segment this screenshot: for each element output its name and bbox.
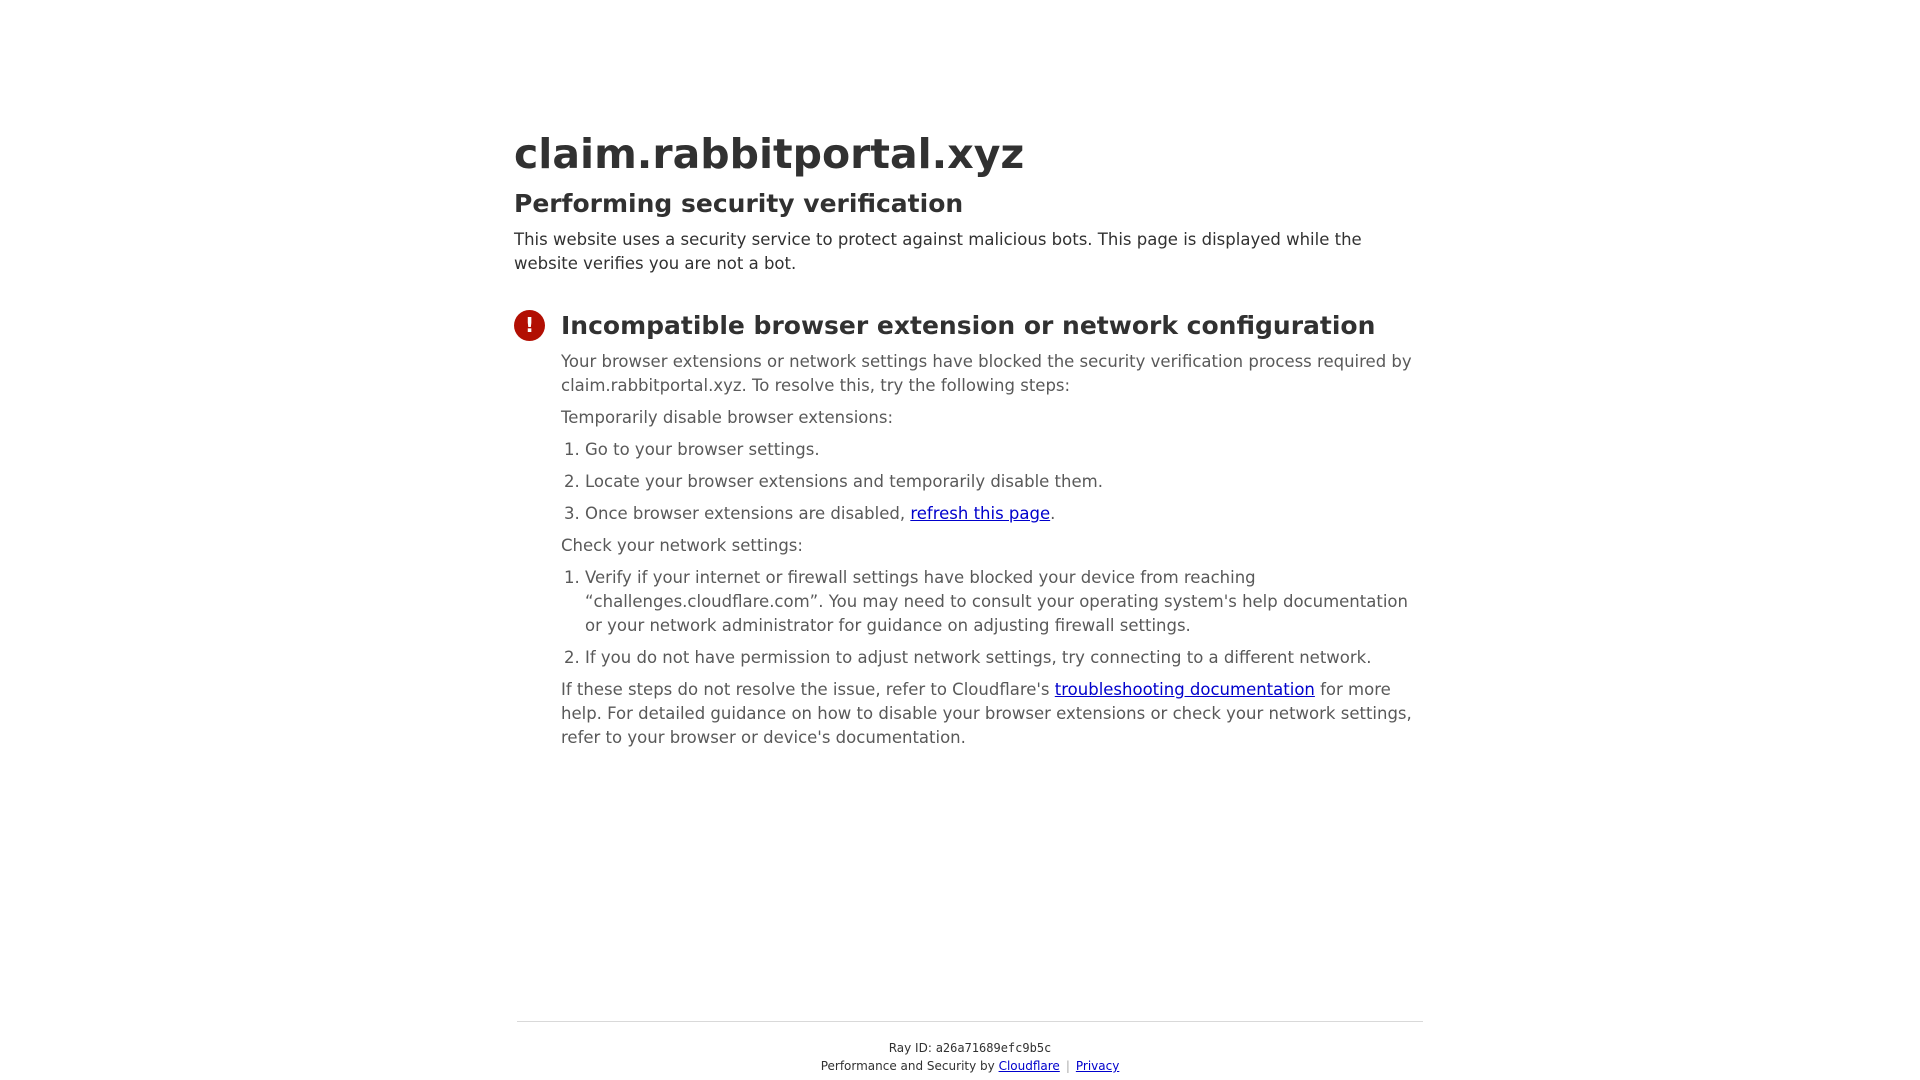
step-text: . (1050, 504, 1056, 523)
list-item (585, 502, 1420, 526)
performance-label: Performance and Security by (820, 1059, 999, 1073)
exclamation-icon: ! (514, 310, 545, 341)
error-block (514, 310, 1420, 750)
list-item: 2. Locate your browser extensions and temporarily disable them. (585, 470, 1420, 494)
error-title: Incompatible browser extension or network configuration (561, 311, 1376, 340)
extensions-heading: Temporarily disable browser extensions: (561, 408, 893, 427)
list-item: 2. If you do not have permission to adjust network settings, try connecting to a different network. (585, 646, 1420, 670)
site-title: claim.rabbitportal.xyz (514, 130, 1025, 178)
extension-steps-list (561, 438, 1420, 526)
network-heading: Check your network settings: (561, 536, 803, 555)
network-steps-list (561, 566, 1420, 670)
step-text: Once browser extensions are disabled, (585, 504, 911, 523)
list-item: 1. Go to your browser settings. (585, 438, 1420, 462)
ray-label: Ray ID: (888, 1041, 936, 1055)
intro-text: This website uses a security service to protect against malicious bots. This page is displayed while the website verifies you are not a bot. (514, 230, 1362, 273)
cloudflare-link[interactable]: Cloudflare (998, 1059, 1060, 1073)
help-prefix: If these steps do not resolve the issue, refer to Cloudflare's (561, 680, 1055, 699)
refresh-page-link[interactable]: refresh this page (910, 504, 1051, 523)
performance-line (517, 1057, 1423, 1075)
page-subtitle: Performing security verification (514, 189, 964, 218)
main-content (514, 124, 1420, 758)
troubleshooting-docs-link[interactable]: troubleshooting documentation (1054, 680, 1315, 699)
footer (517, 1021, 1423, 1075)
list-item: 1. Verify if your internet or firewall settings have blocked your device from reaching “challenges.cloudflare.com”. You may need to consult your operating system's help documentation or your network administrator for guidance on adjusting firewall settings. (585, 566, 1420, 638)
help-text (561, 678, 1420, 750)
error-body (561, 350, 1420, 750)
ray-id-value: a26a71689efc9b5c (935, 1041, 1052, 1055)
help-suffix: for more help. For detailed guidance on how to disable your browser extensions or check your network settings, refer to your browser or device's documentation. (561, 680, 1412, 747)
ray-id (517, 1039, 1423, 1057)
error-description: Your browser extensions or network settings have blocked the security verification process required by claim.rabbitportal.xyz. To resolve this, try the following steps: (561, 352, 1412, 395)
privacy-link[interactable]: Privacy (1075, 1059, 1120, 1073)
footer-separator: | (1065, 1059, 1070, 1073)
